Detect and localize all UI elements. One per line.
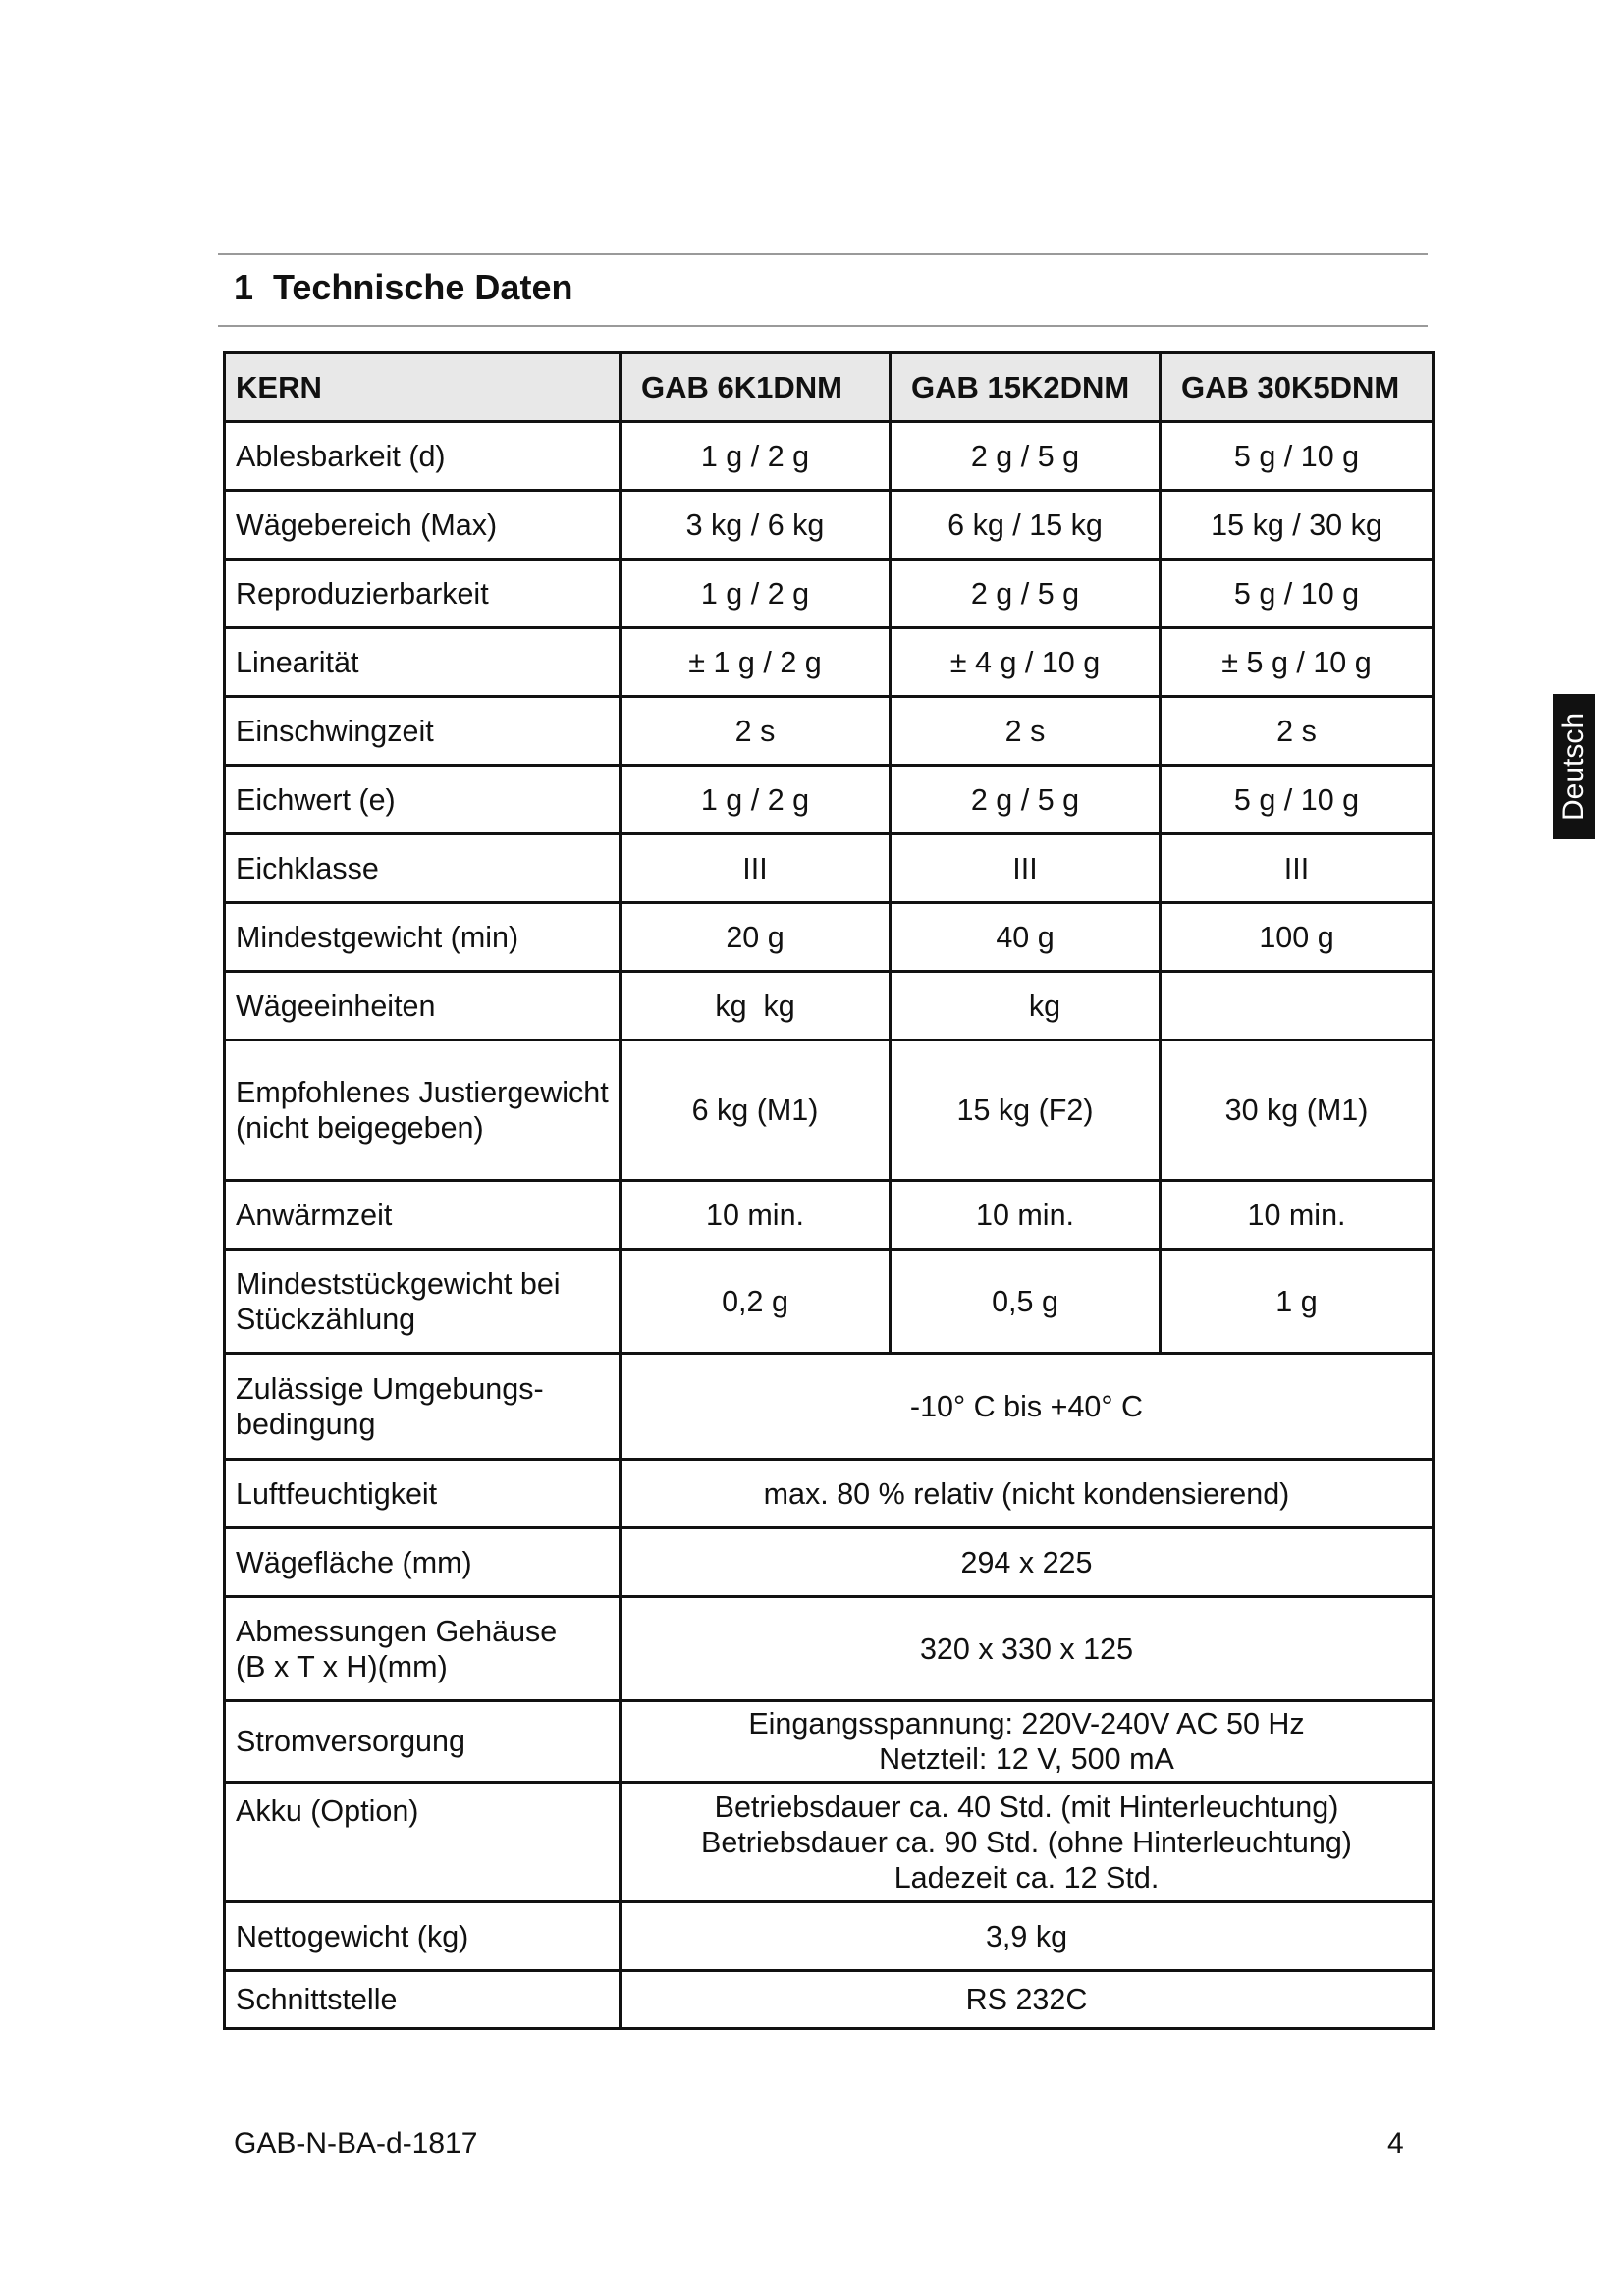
- header-model: GAB 15K2DNM: [891, 353, 1161, 422]
- cell-value: 1 g / 2 g: [621, 766, 891, 834]
- value-line: Betriebsdauer ca. 40 Std. (mit Hinterleuchtung): [714, 1789, 1339, 1824]
- row-label: Reproduzierbarkeit: [225, 560, 621, 628]
- language-label: Deutsch: [1557, 712, 1590, 822]
- cell-value: 3 kg / 6 kg: [621, 491, 891, 560]
- cell-value: ± 4 g / 10 g: [891, 628, 1161, 697]
- cell-value: ± 5 g / 10 g: [1161, 628, 1434, 697]
- row-label: Wägebereich (Max): [225, 491, 621, 560]
- language-side-tab: [1553, 694, 1595, 839]
- cell-value-merged: 3,9 kg: [621, 1902, 1434, 1971]
- cell-value: 20 g: [621, 903, 891, 972]
- cell-value-merged: 320 x 330 x 125: [621, 1597, 1434, 1701]
- row-label: Zulässige Umgebungs-bedingung: [225, 1354, 621, 1460]
- header-model: GAB 6K1DNM: [621, 353, 891, 422]
- cell-value: 2 s: [621, 697, 891, 766]
- cell-value: 5 g / 10 g: [1161, 422, 1434, 491]
- table-row: [225, 1971, 1434, 2029]
- spec-table: [223, 351, 1435, 2030]
- section-title: Technische Daten: [273, 267, 573, 307]
- cell-value: kg kg: [621, 972, 891, 1041]
- cell-value: 6 kg / 15 kg: [891, 491, 1161, 560]
- cell-value-multiline: [621, 1701, 1434, 1783]
- value-line: Betriebsdauer ca. 90 Std. (ohne Hinterleuchtung): [701, 1825, 1352, 1859]
- table-row: [225, 766, 1434, 834]
- row-label: Eichwert (e): [225, 766, 621, 834]
- cell-value: 10 min.: [1161, 1181, 1434, 1250]
- cell-value: ± 1 g / 2 g: [621, 628, 891, 697]
- row-label: Mindeststückgewicht bei Stückzählung: [225, 1250, 621, 1354]
- table-row: [225, 1902, 1434, 1971]
- cell-value-merged: -10° C bis +40° C: [621, 1354, 1434, 1460]
- cell-value: 2 g / 5 g: [891, 422, 1161, 491]
- section-heading: [234, 267, 572, 308]
- cell-value: 1 g: [1161, 1250, 1434, 1354]
- table-row: [225, 1250, 1434, 1354]
- cell-value: 1 g / 2 g: [621, 422, 891, 491]
- row-label: Empfohlenes Justiergewicht (nicht beigegeben): [225, 1041, 621, 1181]
- cell-value: 2 s: [891, 697, 1161, 766]
- table-row: [225, 1181, 1434, 1250]
- value-line: Ladezeit ca. 12 Std.: [893, 1860, 1160, 1895]
- cell-value-merged: RS 232C: [621, 1971, 1434, 2029]
- row-label: Eichklasse: [225, 834, 621, 903]
- table-row: [225, 903, 1434, 972]
- document-id: GAB-N-BA-d-1817: [234, 2127, 478, 2160]
- table-row: [225, 560, 1434, 628]
- heading-rule-top: [218, 253, 1428, 255]
- row-label: Schnittstelle: [225, 1971, 621, 2029]
- cell-value: 5 g / 10 g: [1161, 766, 1434, 834]
- cell-value: 0,2 g: [621, 1250, 891, 1354]
- cell-value: 2 g / 5 g: [891, 560, 1161, 628]
- row-label: Luftfeuchtigkeit: [225, 1460, 621, 1528]
- value-line: Eingangsspannung: 220V-240V AC 50 Hz: [748, 1707, 1305, 1740]
- table-header-row: [225, 353, 1434, 422]
- table-row: [225, 972, 1434, 1041]
- cell-value: 15 kg / 30 kg: [1161, 491, 1434, 560]
- cell-value: 2 g / 5 g: [891, 766, 1161, 834]
- table-row: [225, 834, 1434, 903]
- table-row: [225, 1701, 1434, 1783]
- cell-value-multiline: [621, 1783, 1434, 1902]
- header-model: GAB 30K5DNM: [1161, 353, 1434, 422]
- cell-value-merged: 294 x 225: [621, 1528, 1434, 1597]
- row-label: Abmessungen Gehäuse (B x T x H)(mm): [225, 1597, 621, 1701]
- row-label: Wägefläche (mm): [225, 1528, 621, 1597]
- row-label: Wägeeinheiten: [225, 972, 621, 1041]
- cell-value: kg: [891, 972, 1161, 1041]
- row-label: Ablesbarkeit (d): [225, 422, 621, 491]
- page-number: 4: [1387, 2127, 1404, 2160]
- cell-value: 2 s: [1161, 697, 1434, 766]
- cell-value: 5 g / 10 g: [1161, 560, 1434, 628]
- cell-value: III: [621, 834, 891, 903]
- section-number: 1: [234, 267, 254, 307]
- table-row: [225, 1528, 1434, 1597]
- cell-value: 15 kg (F2): [891, 1041, 1161, 1181]
- cell-value: 10 min.: [891, 1181, 1161, 1250]
- value-line: Netzteil: 12 V, 500 mA: [879, 1742, 1174, 1776]
- table-row: [225, 628, 1434, 697]
- table-row: [225, 1460, 1434, 1528]
- table-row: [225, 1041, 1434, 1181]
- row-label: Anwärmzeit: [225, 1181, 621, 1250]
- cell-value: 6 kg (M1): [621, 1041, 891, 1181]
- table-row: [225, 697, 1434, 766]
- table-row: [225, 1597, 1434, 1701]
- row-label: Nettogewicht (kg): [225, 1902, 621, 1971]
- table-row: [225, 491, 1434, 560]
- cell-value: 100 g: [1161, 903, 1434, 972]
- row-label: Stromversorgung: [225, 1701, 621, 1783]
- cell-value: 1 g / 2 g: [621, 560, 891, 628]
- table-row: [225, 1354, 1434, 1460]
- table-row: [225, 422, 1434, 491]
- cell-value: 10 min.: [621, 1181, 891, 1250]
- row-label: Mindestgewicht (min): [225, 903, 621, 972]
- cell-value: 30 kg (M1): [1161, 1041, 1434, 1181]
- cell-value: 0,5 g: [891, 1250, 1161, 1354]
- row-label: Akku (Option): [225, 1783, 621, 1902]
- heading-rule-bottom: [218, 325, 1428, 327]
- cell-value: III: [1161, 834, 1434, 903]
- header-brand: KERN: [225, 353, 621, 422]
- cell-value: [1161, 972, 1434, 1041]
- cell-value: 40 g: [891, 903, 1161, 972]
- table-row: [225, 1783, 1434, 1902]
- row-label: Linearität: [225, 628, 621, 697]
- row-label: Einschwingzeit: [225, 697, 621, 766]
- cell-value: III: [891, 834, 1161, 903]
- cell-value-merged: max. 80 % relativ (nicht kondensierend): [621, 1460, 1434, 1528]
